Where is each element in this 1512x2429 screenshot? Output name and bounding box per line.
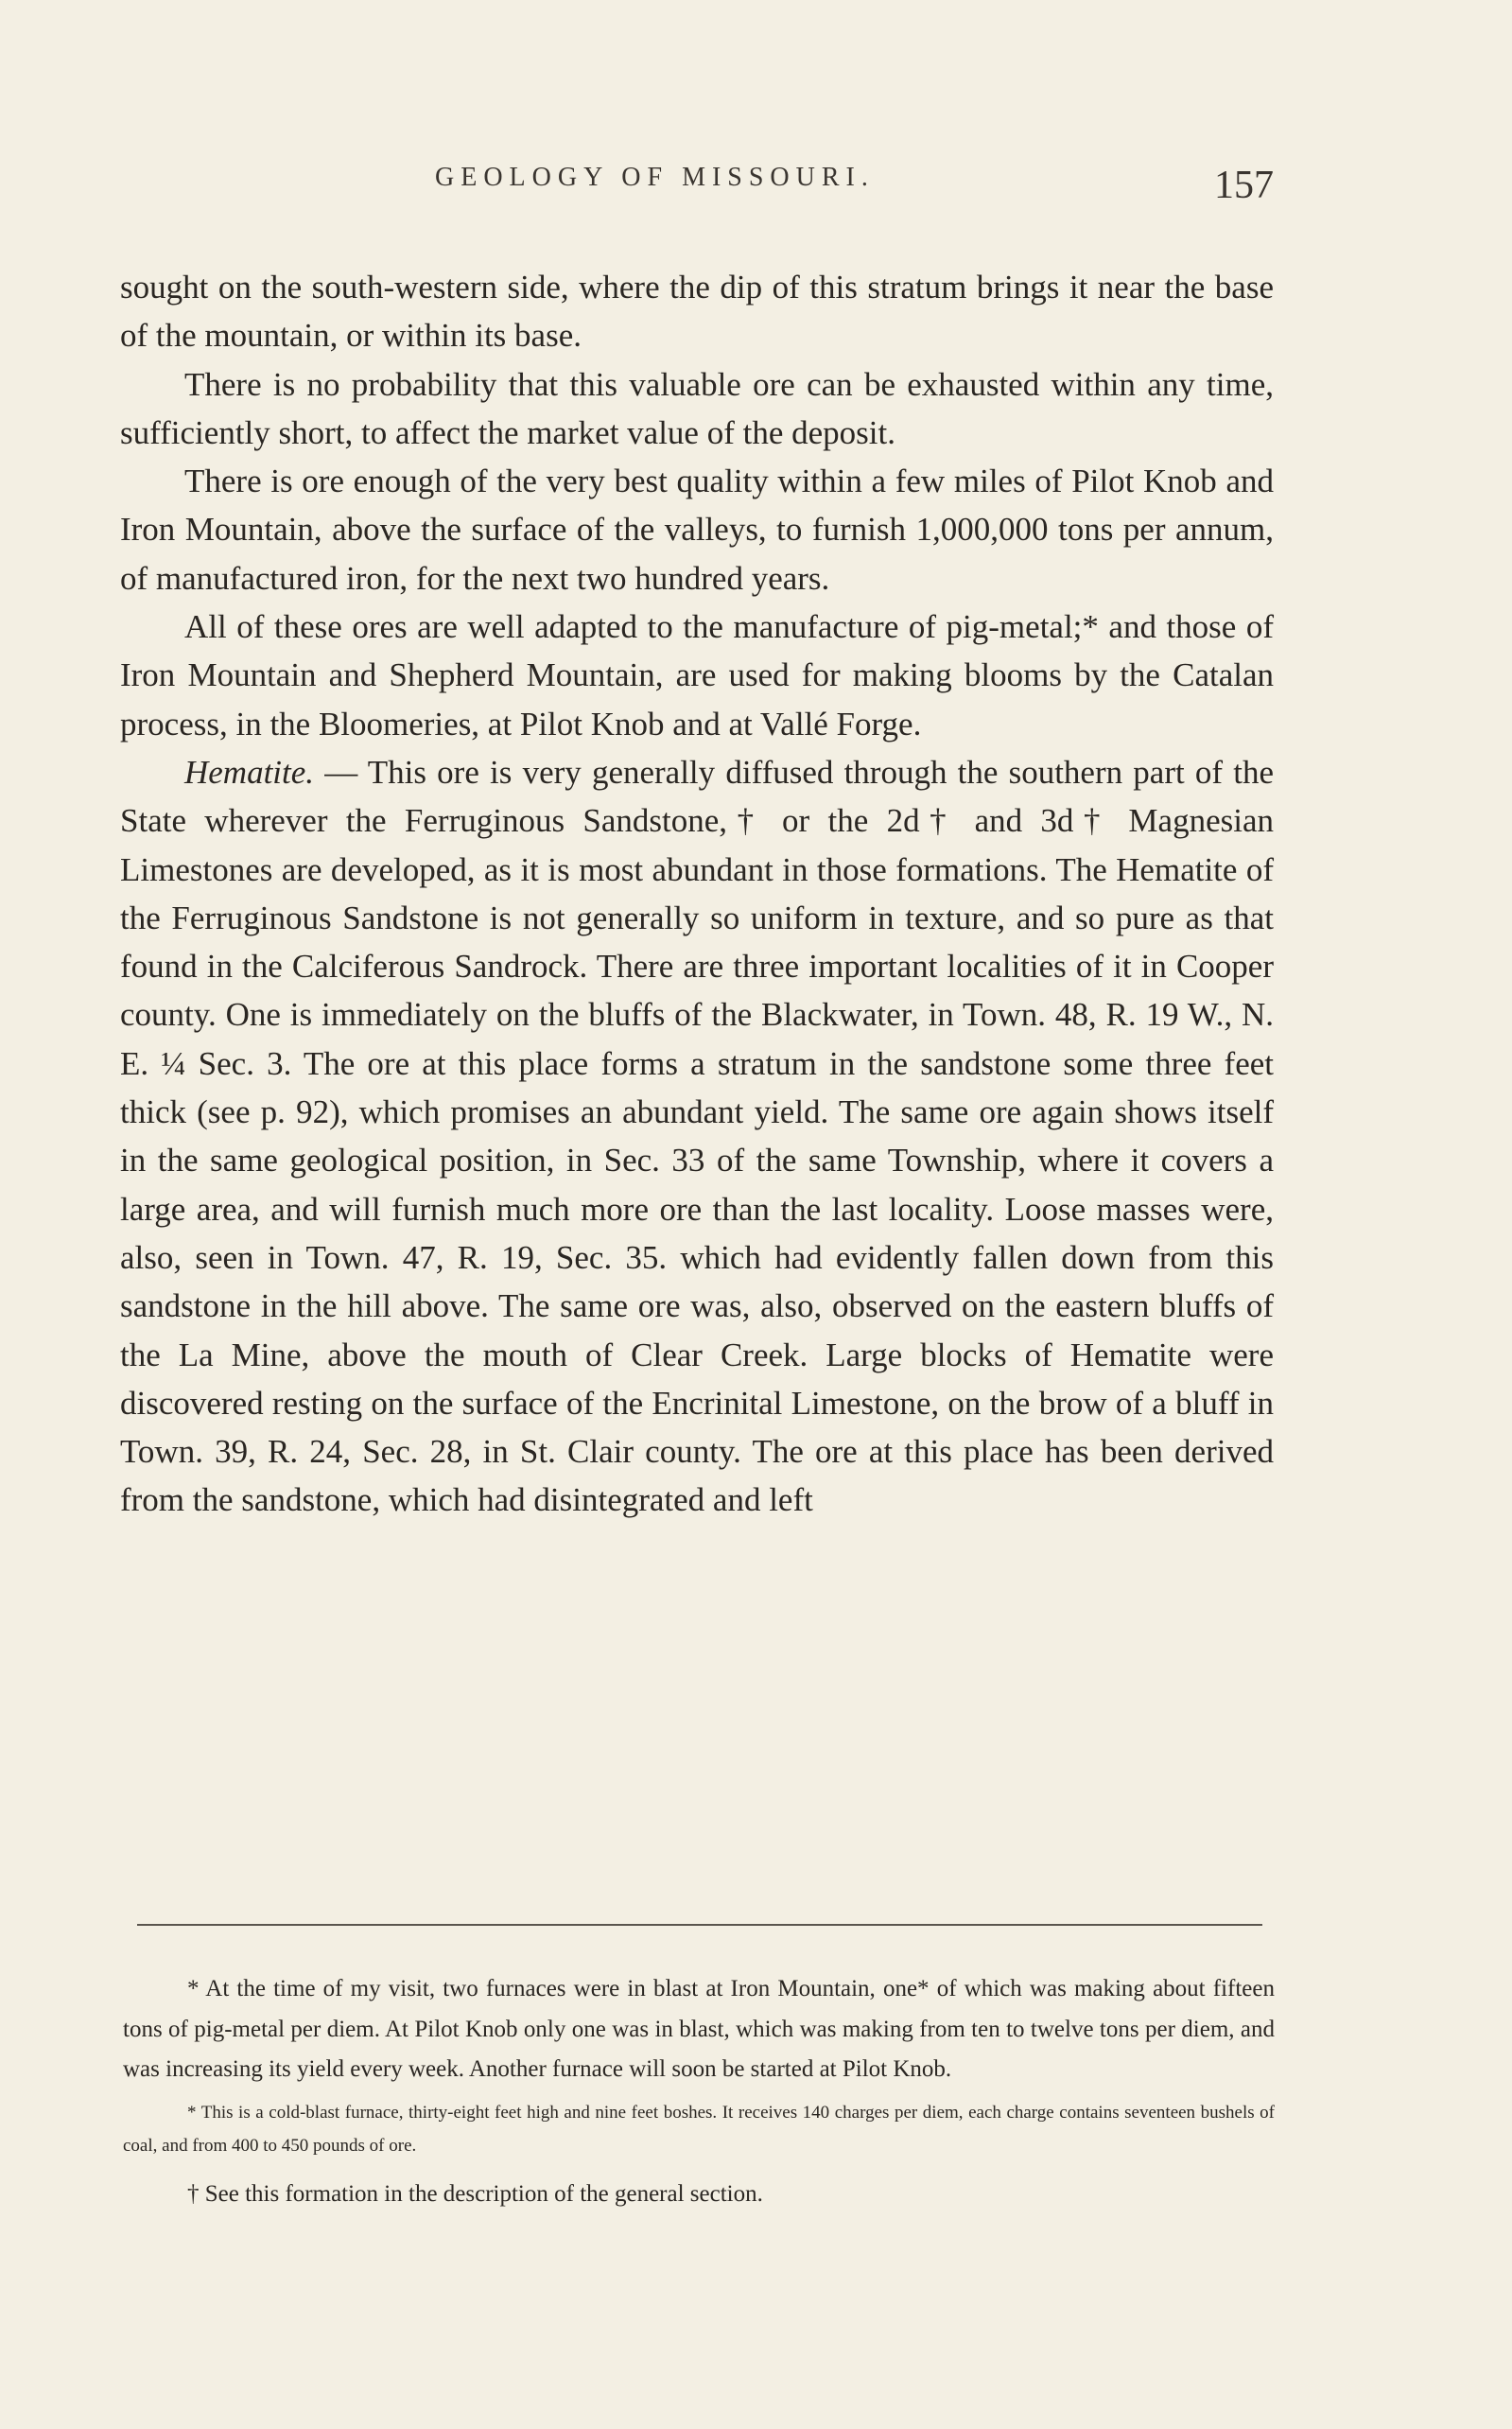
paragraph-1: sought on the south-western side, where the dip of this stratum brings it near the base of the mountain, or within its base. xyxy=(120,269,1274,355)
footnotes xyxy=(123,1969,1275,2213)
paragraph-4: All of these ores are well adapted to the manufacture of pig-metal;* and those of Iron Mountain and Shepherd Mountain, are used for making blooms by the Catalan process, in the Bloomeries, at Pilot Knob and at Vallé Forge. xyxy=(120,608,1274,743)
paragraph-2: There is no probability that this valuable ore can be exhausted within any time, sufficiently short, to affect the market value of the deposit. xyxy=(120,365,1274,451)
page-number: 157 xyxy=(1214,164,1274,207)
footnote-divider xyxy=(137,1924,1262,1926)
hematite-text: — This ore is very generally diffused through the southern part of the State wherever the Ferruginous Sandstone,† or the 2d† and 3d† Magnesian Limestones are developed, as it is most abundant in those formations. The Hematite of the Ferruginous Sandstone is not generally so uniform in texture, and so pure as that found in the Calciferous Sandrock. There are three important localities of it in Cooper county. One is immediately on the bluffs of the Blackwater, in Town. 48, R. 19 W., N. E. ¼ Sec. 3. The ore at this place forms a stratum in the sandstone some three feet thick (see p. 92), which promises an abundant yield. The same ore again shows itself in the same geological position, in Sec. 33 of the same Township, where it covers a large area, and will furnish much more ore than the last locality. Loose masses were, also, seen in Town. 47, R. 19, Sec. 35. which had evidently fallen down from this sandstone in the hill above. The same ore was, also, observed on the eastern bluffs of the La Mine, above the mouth of Clear Creek. Large blocks of Hematite were discovered resting on the surface of the Encrinital Limestone, on the brow of a bluff in Town. 39, R. 24, Sec. 28, in St. Clair county. The ore at this place has been derived from the sandstone, which had disintegrated and left xyxy=(120,753,1274,1519)
footnote-1: * At the time of my visit, two furnaces were in blast at Iron Mountain, one* of which was making about fifteen tons of pig-metal per diem. At Pilot Knob only one was in blast, which was making from ten to twelve tons per diem, and was increasing its yield every week. Another furnace will soon be started at Pilot Knob. xyxy=(123,1976,1275,2082)
footnote-2: * This is a cold-blast furnace, thirty-eight feet high and nine feet boshes. It receives 140 charges per diem, each charge contains seventeen bushels of coal, and from 400 to 450 pounds of ore. xyxy=(123,2102,1275,2156)
hematite-heading: Hematite. xyxy=(184,753,315,791)
body-text xyxy=(120,263,1274,1525)
footnote-3: † See this formation in the description of the general section. xyxy=(187,2180,763,2207)
running-head: GEOLOGY OF MISSOURI. xyxy=(435,163,875,192)
paragraph-hematite xyxy=(120,748,1274,1525)
paragraph-3: There is ore enough of the very best quality within a few miles of Pilot Knob and Iron Mountain, above the surface of the valleys, to furnish 1,000,000 tons per annum, of manufactured iron, for the next two hundred years. xyxy=(120,463,1274,597)
